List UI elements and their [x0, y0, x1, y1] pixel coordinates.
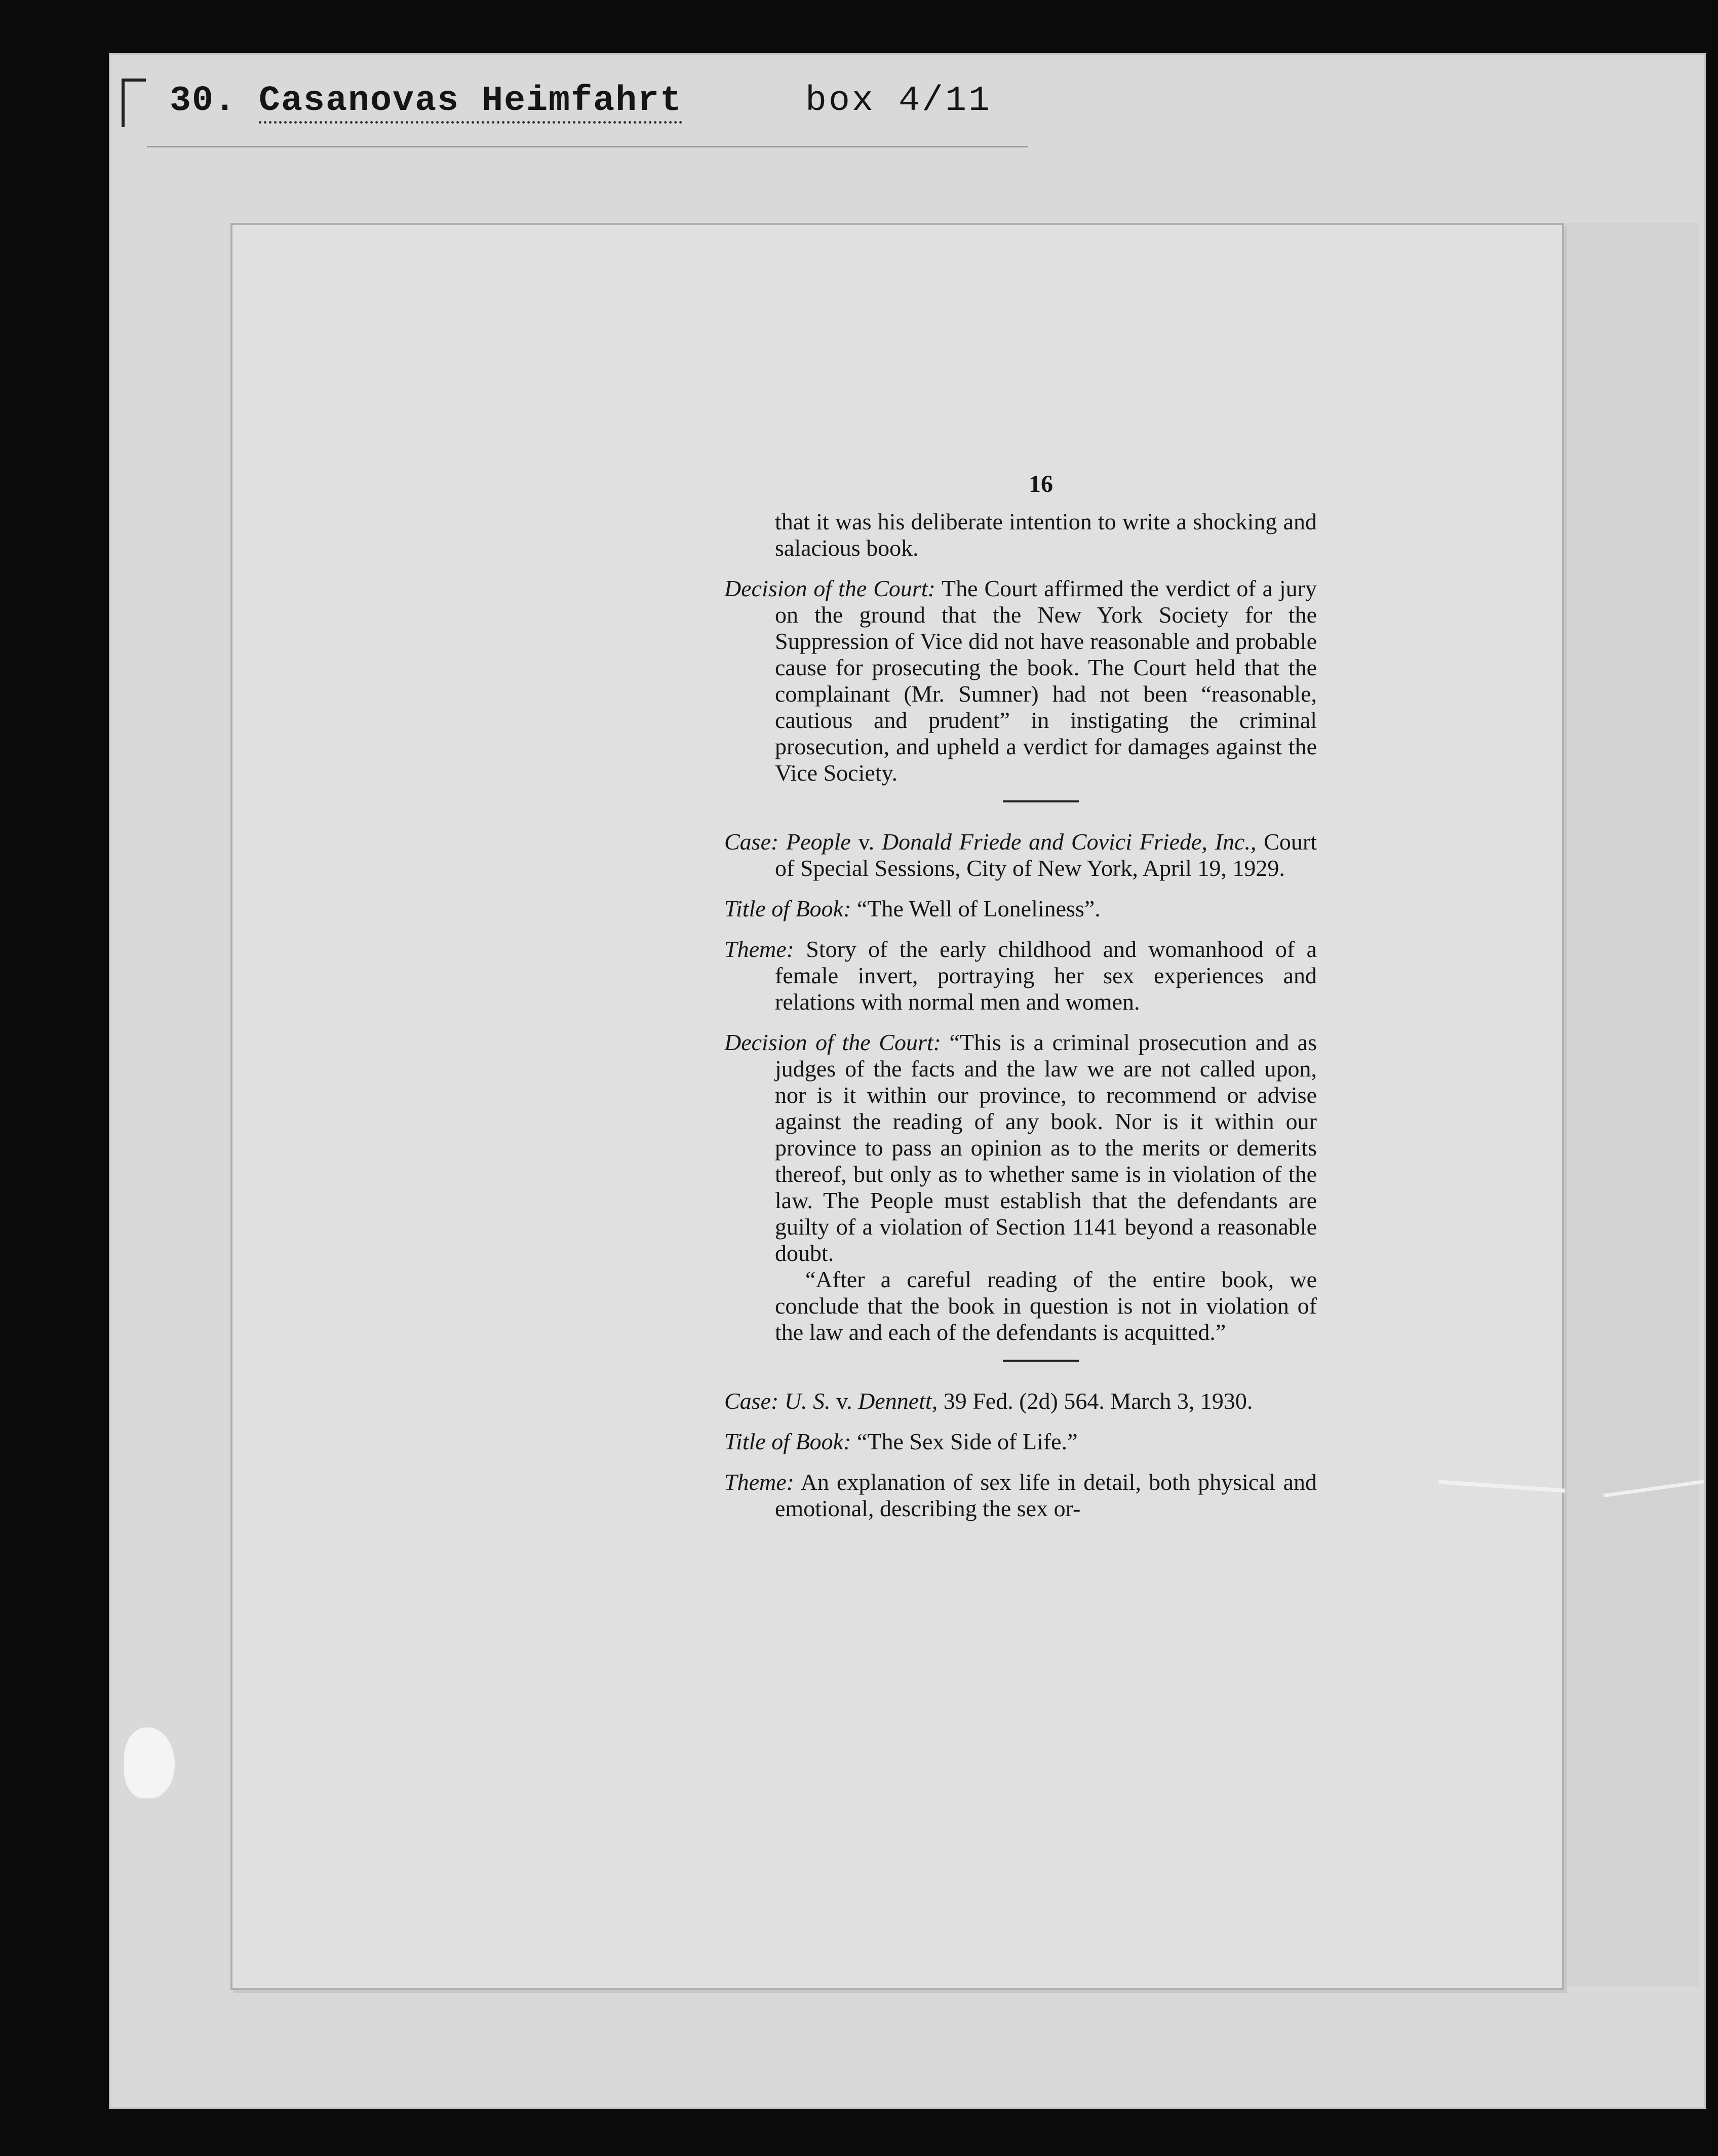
case-entry: [724, 1388, 1317, 1414]
book-title: “The Well of Loneliness”.: [856, 896, 1101, 921]
decision-text: The Court affirmed the verdict of a jury on the ground that the New York Society for the Suppression of Vice did not have reasonable and probable cause for prosecuting the book. The Court held that the complainant (Mr. Sumner) had not been “reasonable, cautious and prudent” in instigating the criminal prosecution, and upheld a verdict for damages against the Vice Society.: [775, 575, 1317, 786]
header-box-label: box 4/11: [805, 81, 992, 121]
decision-text: “This is a criminal prosecution and as judges of the facts and the law we are not called upon, nor is it within our province, to recommend or advise against the reading of any book. Nor is it within our province to pass an opinion as to the merits or demerits thereof, but only as to whether same is in violation of the law. The People must establish that the defendants are guilty of a violation of Section 1141 beyond a reasonable doubt.: [775, 1029, 1317, 1266]
book-title-entry: [724, 1429, 1317, 1455]
case-label: Case:: [724, 829, 779, 855]
theme-entry: [724, 936, 1317, 1015]
decision-label: Decision of the Court:: [724, 575, 935, 601]
case-entry: [724, 829, 1317, 881]
title-label: Title of Book:: [724, 896, 851, 921]
case-versus: v.: [836, 1388, 852, 1414]
header-name: Casanovas Heimfahrt: [259, 81, 682, 124]
decision-continuation: “After a careful reading of the entire book, we conclude that the book in question is not in violation of the law and each of the defendants is acquitted.”: [775, 1266, 1317, 1345]
case-versus: v.: [858, 829, 875, 855]
corner-bracket-mark: [122, 79, 146, 127]
book-title: “The Sex Side of Life.”: [856, 1429, 1078, 1454]
case-court: 39 Fed. (2d) 564. March 3, 1930.: [943, 1388, 1253, 1414]
header-rule: [147, 146, 1028, 147]
title-label: Title of Book:: [724, 1429, 851, 1454]
theme-text: An explanation of sex life in detail, both physical and emotional, describing the sex or-: [775, 1469, 1317, 1521]
theme-label: Theme:: [724, 936, 794, 962]
right-paper-strip: [1565, 223, 1699, 1986]
page-number: 16: [1029, 471, 1053, 497]
case-party: Donald Friede and Covici Friede, Inc.,: [881, 829, 1257, 855]
first-decision: [724, 575, 1317, 786]
book-title-entry: [724, 896, 1317, 922]
case-party: U. S.: [784, 1388, 831, 1414]
section-divider: [1003, 800, 1079, 802]
case-party: People: [786, 829, 851, 855]
case-court: Court of Special Sessions, City of New York, April 19, 1929.: [775, 829, 1317, 881]
decision-label: Decision of the Court:: [724, 1029, 941, 1055]
header-number: 30.: [170, 81, 237, 121]
case-label: Case:: [724, 1388, 779, 1414]
case-party: Dennett,: [858, 1388, 938, 1414]
header-title: [170, 81, 682, 121]
text-column: [724, 471, 1317, 1536]
smudge-mark: [124, 1727, 175, 1798]
intro-continuation: that it was his deliberate intention to write a shocking and salacious book.: [775, 509, 1317, 561]
decision-entry: [724, 1029, 1317, 1266]
theme-label: Theme:: [724, 1469, 794, 1495]
theme-text: Story of the early childhood and womanhood of a female invert, portraying her sex experiences and relations with normal men and women.: [775, 936, 1317, 1015]
section-divider: [1003, 1360, 1079, 1362]
theme-entry: [724, 1469, 1317, 1522]
